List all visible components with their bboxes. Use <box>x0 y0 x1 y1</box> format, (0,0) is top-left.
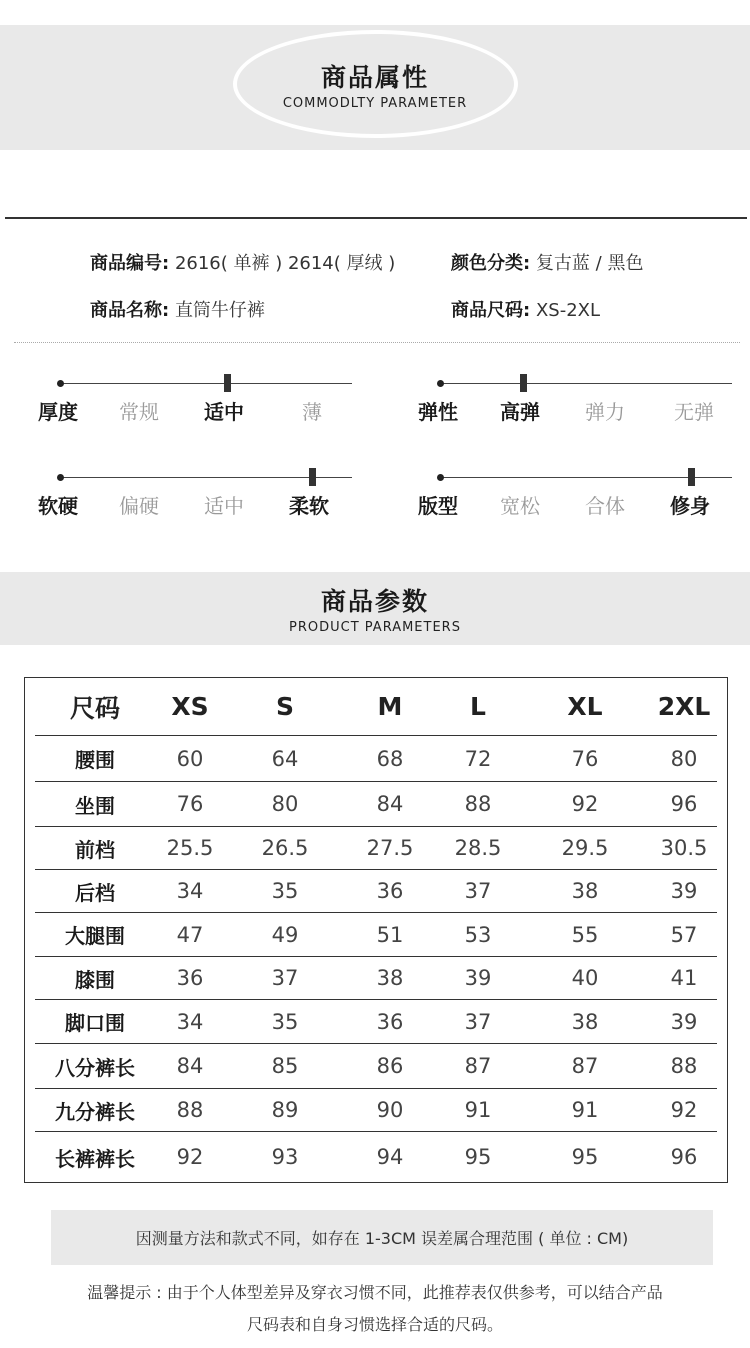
table-cell: 35 <box>271 879 299 903</box>
scale-softness <box>40 464 350 544</box>
table-cell: 88 <box>670 1054 698 1078</box>
scale-marker <box>224 374 231 392</box>
scale-line <box>60 383 352 384</box>
header-cell: S <box>275 692 294 721</box>
table-cell: 92 <box>571 792 599 816</box>
table-cell: 90 <box>376 1098 404 1122</box>
table-cell: 26.5 <box>261 836 309 860</box>
table-cell: 95 <box>571 1145 599 1169</box>
table-cell: 39 <box>670 1009 698 1034</box>
table-cell: 96 <box>670 1145 698 1169</box>
table-cell: 28.5 <box>454 836 502 860</box>
attr-label: 商品编号: <box>90 253 170 274</box>
table-cell: 80 <box>271 792 299 816</box>
attr-size <box>451 296 600 322</box>
table-cell: 91 <box>571 1098 599 1122</box>
table-cell: 37 <box>464 879 492 903</box>
header-cell: M <box>377 692 403 721</box>
scale-dot <box>57 474 64 481</box>
header-cell: XL <box>567 692 603 721</box>
scale-dot <box>437 474 444 481</box>
scale-option: 薄 <box>302 400 322 424</box>
table-row <box>35 957 717 1000</box>
table-cell: 34 <box>176 1009 204 1034</box>
table-row <box>35 913 717 957</box>
table-cell: 85 <box>271 1054 299 1078</box>
table-cell: 47 <box>176 922 204 947</box>
measurement-note: 因测量方法和款式不同，如存在 1-3CM 误差属合理范围 ( 单位 : CM) <box>51 1210 713 1265</box>
attr-label: 商品尺码: <box>451 300 531 321</box>
table-cell: 38 <box>571 879 599 903</box>
scale-name: 软硬 <box>38 494 78 518</box>
table-row <box>35 1000 717 1044</box>
scale-option: 常规 <box>119 400 159 424</box>
attr-item-number <box>90 249 395 275</box>
table-row <box>35 870 717 913</box>
header-cell: 2XL <box>657 692 711 721</box>
scale-marker <box>309 468 316 486</box>
table-cell: 96 <box>670 792 698 816</box>
attr-value: 2616( 单裤 ) 2614( 厚绒 ) <box>174 253 396 274</box>
attr-value: 直筒牛仔裤 <box>174 300 265 321</box>
table-cell: 37 <box>464 1009 492 1034</box>
scale-dot <box>437 380 444 387</box>
divider <box>5 217 747 219</box>
row-label: 长裤裤长 <box>55 1146 135 1171</box>
table-cell: 86 <box>376 1054 404 1078</box>
table-cell: 36 <box>176 966 204 990</box>
row-label: 坐围 <box>75 793 115 818</box>
table-cell: 88 <box>176 1098 204 1122</box>
scale-option-selected: 高弹 <box>500 400 540 424</box>
scale-option: 宽松 <box>500 494 540 518</box>
table-row <box>35 1132 717 1182</box>
scale-name: 弹性 <box>418 400 458 424</box>
table-cell: 41 <box>670 966 698 990</box>
attr-name <box>90 296 265 322</box>
tip-text: 尺码表和自身习惯选择合适的尺码。 <box>246 1315 503 1334</box>
row-label: 八分裤长 <box>55 1055 135 1080</box>
tip-text: 温馨提示 : 由于个人体型差异及穿衣习惯不同，此推荐表仅供参考，可以结合产品 <box>87 1283 663 1302</box>
table-cell: 53 <box>464 922 492 947</box>
scale-option: 合体 <box>585 494 625 518</box>
table-cell: 36 <box>376 1009 404 1034</box>
table-cell: 25.5 <box>166 836 214 860</box>
table-cell: 84 <box>376 792 404 816</box>
table-cell: 39 <box>464 966 492 990</box>
table-cell: 38 <box>571 1009 599 1034</box>
attr-label: 商品名称: <box>90 300 170 321</box>
table-cell: 72 <box>464 746 492 771</box>
header-cell: 尺码 <box>69 693 120 723</box>
scale-option: 弹力 <box>585 400 625 424</box>
row-label: 大腿围 <box>65 924 125 948</box>
attr-label: 颜色分类: <box>451 253 531 274</box>
table-cell: 30.5 <box>660 836 708 860</box>
table-cell: 39 <box>670 879 698 903</box>
row-label: 前档 <box>75 837 115 862</box>
row-label: 腰围 <box>75 748 115 772</box>
header-cell: XS <box>171 692 209 721</box>
table-cell: 92 <box>176 1145 204 1169</box>
table-cell: 40 <box>571 966 599 990</box>
table-cell: 38 <box>376 966 404 990</box>
section-subtitle: PRODUCT PARAMETERS <box>289 620 461 635</box>
scale-fit <box>420 464 730 544</box>
scale-option-selected: 柔软 <box>289 494 329 518</box>
table-cell: 35 <box>271 1009 299 1034</box>
table-row <box>35 782 717 827</box>
header-cell: L <box>470 692 486 721</box>
table-cell: 36 <box>376 879 404 903</box>
table-cell: 87 <box>571 1054 599 1078</box>
table-cell: 49 <box>271 922 299 947</box>
section-subtitle: COMMODLTY PARAMETER <box>282 96 468 111</box>
table-header <box>35 678 717 736</box>
attr-value: 复古蓝 / 黑色 <box>535 253 644 274</box>
table-cell: 76 <box>571 746 599 771</box>
table-cell: 76 <box>176 792 204 816</box>
attr-color <box>451 249 643 275</box>
table-row <box>35 1089 717 1132</box>
table-row <box>35 1044 717 1089</box>
table-cell: 68 <box>376 746 404 771</box>
table-cell: 27.5 <box>366 836 414 860</box>
scale-marker <box>688 468 695 486</box>
table-cell: 92 <box>670 1098 698 1122</box>
table-cell: 64 <box>271 746 299 771</box>
scale-option: 无弹 <box>674 400 714 424</box>
scale-thickness <box>40 370 350 450</box>
row-label: 后档 <box>75 880 115 905</box>
table-row <box>35 827 717 870</box>
table-cell: 89 <box>271 1098 299 1122</box>
table-cell: 57 <box>670 922 698 947</box>
table-cell: 84 <box>176 1054 204 1078</box>
table-cell: 93 <box>271 1145 299 1169</box>
row-label: 九分裤长 <box>55 1099 135 1124</box>
scale-option: 适中 <box>204 494 244 518</box>
section-title: 商品属性 <box>320 63 429 92</box>
table-cell: 34 <box>176 879 204 903</box>
table-cell: 87 <box>464 1054 492 1078</box>
table-cell: 51 <box>376 922 404 947</box>
scale-name: 版型 <box>418 494 458 518</box>
scale-option-selected: 适中 <box>204 400 244 424</box>
scale-elasticity <box>420 370 730 450</box>
table-cell: 55 <box>571 922 599 947</box>
table-cell: 80 <box>670 746 698 771</box>
table-cell: 88 <box>464 792 492 816</box>
table-row <box>35 736 717 782</box>
dotted-divider <box>14 342 740 343</box>
row-label: 膝围 <box>75 967 115 992</box>
size-table <box>24 677 728 1183</box>
scale-dot <box>57 380 64 387</box>
table-cell: 37 <box>271 966 299 990</box>
table-cell: 60 <box>176 746 204 771</box>
row-label: 脚口围 <box>65 1011 125 1035</box>
scale-option: 偏硬 <box>119 494 159 518</box>
scale-option-selected: 修身 <box>670 494 710 518</box>
scale-line <box>440 383 732 384</box>
section-title: 商品参数 <box>320 587 429 616</box>
table-cell: 29.5 <box>561 836 609 860</box>
table-cell: 91 <box>464 1098 492 1122</box>
scale-marker <box>520 374 527 392</box>
table-cell: 94 <box>376 1145 404 1169</box>
scale-name: 厚度 <box>38 400 78 424</box>
attr-value: XS-2XL <box>535 300 601 321</box>
table-cell: 95 <box>464 1145 492 1169</box>
